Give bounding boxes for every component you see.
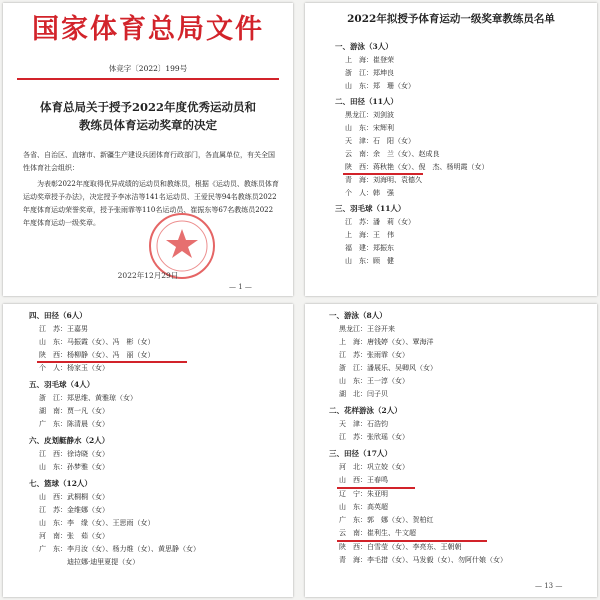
list-entry: 迪拉娜·迪里夏提（女） <box>39 558 140 566</box>
list-entry: 山 东：孙梦雅（女） <box>39 463 109 471</box>
section-heading-swimming: 一、游泳（3人） <box>335 42 393 51</box>
list-entry: 湖 北：闫子贝 <box>339 390 388 398</box>
document-number: 体竞字〔2022〕199号 <box>108 64 188 73</box>
section-heading-badminton: 三、羽毛球（11人） <box>335 204 406 213</box>
list-entry: 陕 西：白雪莹（女）、李亮东、王朝朝 <box>339 543 462 551</box>
issue-date: 2022年12月29日 <box>117 271 179 280</box>
section-heading-swimming: 一、游泳（8人） <box>329 311 387 320</box>
list-entry: 福 建：郑振东 <box>345 244 394 252</box>
list-entry: 云 南：崔利生、牛文超 <box>339 529 416 537</box>
list-entry: 陕 西：蒋秋艳（女）、倪 杰、杨明霞（女） <box>345 163 489 171</box>
section-heading-athletics: 三、田径（17人） <box>329 449 392 458</box>
list-entry: 河 南：张 茹（女） <box>39 532 109 540</box>
list-entry: 云 南：余 兰（女）、赵成良 <box>345 150 440 158</box>
list-entry: 江 苏：张欣瑶（女） <box>339 433 409 441</box>
list-entry: 广 东：郭 娜（女）、贺柏红 <box>339 516 434 524</box>
list-entry: 江 苏：金维娜（女） <box>39 506 109 514</box>
list-entry: 黑龙江：王谷开来 <box>339 325 395 333</box>
document-page-decision <box>3 3 293 296</box>
list-entry: 青 海：刘海明、袁德久 <box>345 176 422 184</box>
list-entry: 黑龙江：刘剑波 <box>345 111 394 119</box>
document-title-line2: 教练员体育运动奖章的决定 <box>79 118 217 132</box>
list-entry: 山 东：宋辉利 <box>345 124 394 132</box>
document-page-athlete-list <box>3 304 293 597</box>
list-entry: 天 津：石浩钧 <box>339 420 388 428</box>
document-title-line1: 体育总局关于授予2022年度优秀运动员和 <box>39 100 256 114</box>
list-entry: 江 苏：潘 莉（女） <box>345 218 415 226</box>
list-entry: 个 人：杨家玉（女） <box>39 364 109 372</box>
list-entry: 上 海：崔登荣 <box>345 56 394 64</box>
list-entry: 山 东：高英超 <box>339 503 388 511</box>
page-number: — 13 — <box>535 582 563 590</box>
decision-paragraph: 为表彰2022年度取得优异成绩的运动员和教练员，根据《运动员、教练员体育运动奖章授予办法》，决定授予李冰洁等141名运动员、王爱民等94名教练员2022年度体育运动荣誉奖章，授予张雨霏等110名运动员、崔振东等67名教练员2022年度体育运动一级奖章。 <box>23 180 279 227</box>
list-entry: 山 东：王一淳（女） <box>339 377 409 385</box>
section-heading-canoe: 六、皮划艇静水（2人） <box>29 436 110 445</box>
list-entry: 辽 宁：朱亚明 <box>339 490 388 498</box>
document-header: 国家体育总局文件 <box>32 14 264 45</box>
list-entry: 山 东：马振霞（女）、冯 彬（女） <box>39 338 155 346</box>
list-entry: 广 东：陈清晨（女） <box>39 420 109 428</box>
section-heading-artistic-swimming: 二、花样游泳（2人） <box>329 406 402 415</box>
salutation-paragraph: 各省、自治区、直辖市、新疆生产建设兵团体育行政部门，各直属单位，有关全国性体育社会组织： <box>23 151 275 172</box>
document-page-athlete-list-2 <box>305 304 597 597</box>
list-entry: 浙 江：郑坤良 <box>345 69 394 77</box>
list-entry: 山 东：李 缘（女）、王思雨（女） <box>39 519 155 527</box>
list-entry: 广 东：李月汝（女）、杨力维（女）、黄思静（女） <box>39 545 200 553</box>
list-entry: 天 津：石 阳（女） <box>345 137 415 145</box>
list-entry: 浙 江：潘展乐、吴卿风（女） <box>339 364 437 372</box>
list-title: 2022年拟授予体育运动一级奖章教练员名单 <box>347 13 555 25</box>
section-heading-badminton: 五、羽毛球（4人） <box>29 380 95 389</box>
list-entry: 陕 西：杨柳静（女）、冯 丽（女） <box>39 351 155 359</box>
list-entry: 山 东：顾 健 <box>345 257 394 265</box>
list-entry: 山 西：王春鸣 <box>339 476 388 484</box>
list-entry: 上 海：唐钱婷（女）、覃海洋 <box>339 338 434 346</box>
list-entry: 江 苏：王嘉男 <box>39 325 88 333</box>
page-number: — 1 — <box>229 283 252 291</box>
red-divider <box>17 78 279 80</box>
list-entry: 湖 南：贾一凡（女） <box>39 407 109 415</box>
list-entry: 江 西：徐诗晓（女） <box>39 450 109 458</box>
list-entry: 河 北：巩立姣（女） <box>339 463 409 471</box>
list-entry: 青 海：李毛措（女）、马发毅（女）、勿阿什娘（女） <box>339 556 507 564</box>
list-entry: 山 东：郑 珊（女） <box>345 82 415 90</box>
section-heading-athletics: 四、田径（6人） <box>29 311 87 320</box>
section-heading-basketball: 七、篮球（12人） <box>29 479 92 488</box>
list-entry: 江 苏：张雨霏（女） <box>339 351 409 359</box>
document-page-coach-list <box>305 3 597 296</box>
section-heading-athletics: 二、田径（11人） <box>335 97 398 106</box>
list-entry: 上 海：王 伟 <box>345 231 394 239</box>
list-entry: 个 人：韩 强 <box>345 189 394 197</box>
list-entry: 山 西：武桐桐（女） <box>39 493 109 501</box>
list-entry: 浙 江：郑思维、黄雅琼（女） <box>39 394 137 402</box>
